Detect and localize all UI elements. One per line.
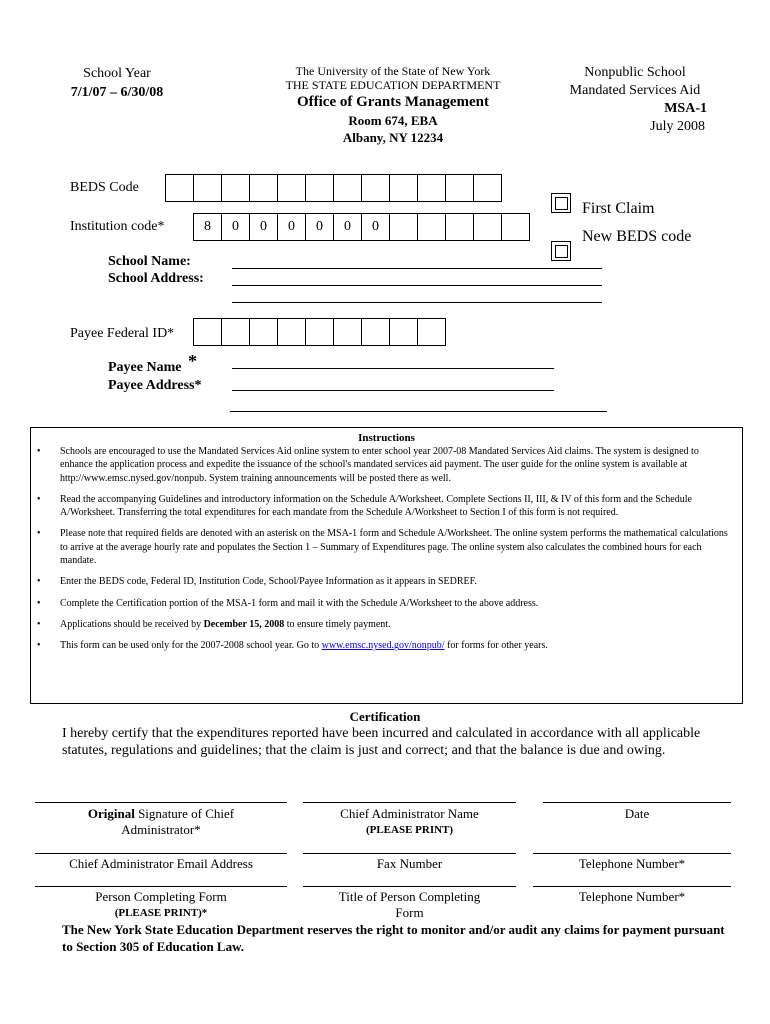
deadline-date: December 15, 2008 bbox=[203, 618, 285, 630]
original-line2: Administrator* bbox=[121, 822, 201, 837]
bullet: • bbox=[37, 640, 41, 652]
payee-federal-id-box[interactable] bbox=[361, 318, 390, 346]
please-print: (PLEASE PRINT) bbox=[365, 824, 454, 836]
office-name: Office of Grants Management bbox=[296, 94, 490, 110]
office-city: Albany, NY 12234 bbox=[342, 130, 444, 145]
telephone-label: Telephone Number* bbox=[578, 856, 686, 871]
instructions-title: Instructions bbox=[358, 432, 415, 444]
institution-code-box[interactable]: 8 bbox=[193, 213, 222, 241]
beds-code-box[interactable] bbox=[445, 174, 474, 202]
instruction-text: Enter the BEDS code, Federal ID, Institution Code, School/Payee Information as it appears in SEDREF. bbox=[60, 576, 477, 588]
institution-code-box[interactable]: 0 bbox=[361, 213, 390, 241]
beds-code-label: BEDS Code bbox=[70, 180, 139, 195]
instruction-text: Read the accompanying Guidelines and introductory information on the Schedule A/Worksheet. Complete Sections II, III, & IV of this form and the Schedule A/Worksheet. Transferring the total expenditures for each mandate from the Schedule A/Worksheet to Section I of this form is not required. bbox=[60, 493, 692, 519]
payee-federal-id-box[interactable] bbox=[305, 318, 334, 346]
first-claim-checkbox[interactable] bbox=[551, 193, 571, 213]
payee-name-line[interactable]: ______________________________________________ bbox=[232, 356, 554, 371]
form-id: MSA-1 bbox=[664, 101, 707, 116]
beds-code-box[interactable] bbox=[389, 174, 418, 202]
instruction-text: Applications should be received by bbox=[60, 618, 204, 630]
person-completing-label bbox=[35, 889, 287, 921]
date-line[interactable] bbox=[543, 802, 731, 803]
bullet: • bbox=[37, 528, 41, 540]
chief-name-line[interactable] bbox=[303, 802, 516, 803]
payee-federal-id-box[interactable] bbox=[277, 318, 306, 346]
payee-name-asterisk: * bbox=[187, 351, 197, 371]
list-item bbox=[31, 527, 742, 567]
title-person-line1: Title of Person Completing bbox=[338, 889, 481, 904]
payee-federal-id-boxes[interactable] bbox=[193, 318, 445, 346]
program-line2: Mandated Services Aid bbox=[569, 83, 701, 98]
bullet: • bbox=[37, 618, 41, 630]
new-beds-label: New BEDS code bbox=[582, 228, 692, 245]
payee-federal-id-label: Payee Federal ID* bbox=[70, 326, 175, 341]
title-person-line[interactable] bbox=[303, 886, 516, 887]
payee-federal-id-box[interactable] bbox=[193, 318, 222, 346]
original-signature-label bbox=[35, 806, 287, 838]
footer-notice: The New York State Education Department reserves the right to monitor and/or audit any claims for payment pursuant to Section 305 of Education Law. bbox=[62, 922, 725, 954]
payee-federal-id-box[interactable] bbox=[221, 318, 250, 346]
beds-code-boxes[interactable] bbox=[165, 174, 501, 202]
chief-name-text: Chief Administrator Name bbox=[340, 806, 479, 821]
school-year-block bbox=[62, 64, 172, 102]
university-name: The University of the State of New York bbox=[295, 64, 491, 78]
institution-code-box[interactable]: 0 bbox=[221, 213, 250, 241]
payee-federal-id-box[interactable] bbox=[333, 318, 362, 346]
payee-federal-id-box[interactable] bbox=[389, 318, 418, 346]
beds-code-box[interactable] bbox=[417, 174, 446, 202]
chief-name-label bbox=[303, 806, 516, 838]
instructions-list bbox=[31, 445, 742, 661]
school-year-label: School Year bbox=[83, 66, 151, 81]
person-completing-line[interactable] bbox=[35, 886, 287, 887]
new-beds-checkbox[interactable] bbox=[551, 241, 571, 261]
institution-code-box[interactable] bbox=[501, 213, 530, 241]
institution-code-box[interactable]: 0 bbox=[333, 213, 362, 241]
institution-code-box[interactable] bbox=[445, 213, 474, 241]
institution-code-box[interactable] bbox=[473, 213, 502, 241]
institution-code-box[interactable] bbox=[417, 213, 446, 241]
school-address-line1[interactable] bbox=[232, 285, 602, 286]
title-person-label bbox=[303, 889, 516, 921]
school-year-value: 7/1/07 – 6/30/08 bbox=[70, 85, 164, 100]
signature-line[interactable] bbox=[35, 802, 287, 803]
institution-code-box[interactable]: 0 bbox=[277, 213, 306, 241]
department-name: THE STATE EDUCATION DEPARTMENT bbox=[285, 78, 501, 92]
first-claim-label: First Claim bbox=[582, 200, 655, 217]
list-item bbox=[31, 445, 742, 485]
list-item bbox=[31, 493, 742, 520]
bullet: • bbox=[37, 576, 41, 588]
please-print-star: (PLEASE PRINT)* bbox=[114, 907, 208, 919]
payee-federal-id-box[interactable] bbox=[249, 318, 278, 346]
institution-code-label: Institution code* bbox=[70, 219, 165, 234]
instruction-text: Please note that required fields are denoted with an asterisk on the MSA-1 form and Schedule A/Worksheet. The online system performs the mathematical calculations to arrive at the average hourly rate and populates the Section 1 – Summary of Expenditures page. The online system also calculates the combined hours for each mandate. bbox=[60, 528, 728, 567]
beds-code-box[interactable] bbox=[221, 174, 250, 202]
fax-label: Fax Number bbox=[376, 856, 443, 871]
program-line1: Nonpublic School bbox=[584, 65, 686, 80]
fax-line[interactable] bbox=[303, 853, 516, 854]
instruction-text: Complete the Certification portion of the MSA-1 form and mail it with the Schedule A/Worksheet to the above address. bbox=[60, 597, 539, 609]
list-item bbox=[31, 575, 742, 588]
title-person-line2: Form bbox=[395, 905, 424, 920]
instruction-text: Schools are encouraged to use the Mandated Services Aid online system to enter school year 2007-08 Mandated Services Aid claims. The system is designed to enhance the application process and expedite the issuance of the school's mandated services aid payment. The user guide for the online system is available at http://www.emsc.nysed.gov/nonpub. System training announcements will be posted there as well. bbox=[60, 446, 699, 484]
institution-code-box[interactable]: 0 bbox=[305, 213, 334, 241]
school-address-label: School Address: bbox=[108, 271, 204, 286]
payee-address-label: Payee Address* bbox=[108, 378, 202, 393]
telephone2-label: Telephone Number* bbox=[578, 889, 686, 904]
instruction-text: to ensure timely payment. bbox=[284, 618, 391, 630]
beds-code-box[interactable] bbox=[193, 174, 222, 202]
institution-code-box[interactable] bbox=[389, 213, 418, 241]
certification-title: Certification bbox=[349, 709, 421, 724]
school-name-line[interactable] bbox=[232, 268, 602, 269]
institution-code-box[interactable]: 0 bbox=[249, 213, 278, 241]
school-address-line2[interactable] bbox=[232, 302, 602, 303]
original-bold: Original bbox=[87, 806, 135, 821]
payee-address-line2[interactable] bbox=[230, 411, 607, 412]
office-room: Room 674, EBA bbox=[348, 113, 438, 128]
instructions-box bbox=[30, 427, 743, 704]
beds-code-box[interactable] bbox=[277, 174, 306, 202]
beds-code-box[interactable] bbox=[249, 174, 278, 202]
bullet: • bbox=[37, 493, 41, 505]
payee-name-label bbox=[108, 351, 197, 376]
person-completing-text: Person Completing Form bbox=[95, 889, 227, 904]
payee-federal-id-box[interactable] bbox=[417, 318, 446, 346]
agency-block bbox=[262, 64, 524, 146]
list-item bbox=[31, 639, 742, 652]
school-name-label: School Name: bbox=[108, 254, 191, 269]
forms-link[interactable]: www.emsc.nysed.gov/nonpub/ bbox=[321, 640, 445, 652]
telephone-line[interactable] bbox=[533, 853, 731, 854]
beds-code-box[interactable] bbox=[305, 174, 334, 202]
instruction-text: for forms for other years. bbox=[444, 640, 548, 652]
telephone2-line[interactable] bbox=[533, 886, 731, 887]
program-block bbox=[545, 64, 725, 136]
list-item bbox=[31, 618, 742, 631]
list-item bbox=[31, 597, 742, 610]
beds-code-box[interactable] bbox=[333, 174, 362, 202]
date-label: Date bbox=[624, 806, 650, 821]
payee-name-text: Payee Name bbox=[108, 360, 182, 375]
bullet: • bbox=[37, 597, 41, 609]
certification-body: I hereby certify that the expenditures reported have been incurred and calculated in accordance with all applicable statutes, regulations and guidelines; that the claim is just and correct; and that the balance is due and owing. bbox=[62, 726, 701, 758]
institution-code-boxes[interactable] bbox=[193, 213, 529, 241]
payee-address-line1[interactable]: ______________________________________________ bbox=[232, 378, 554, 393]
form-date: July 2008 bbox=[650, 119, 705, 134]
beds-code-box[interactable] bbox=[165, 174, 194, 202]
email-label: Chief Administrator Email Address bbox=[69, 856, 253, 871]
original-rest: Signature of Chief bbox=[134, 806, 235, 821]
email-line[interactable] bbox=[35, 853, 287, 854]
beds-code-box[interactable] bbox=[473, 174, 502, 202]
instruction-text: This form can be used only for the 2007-2008 school year. Go to bbox=[60, 640, 322, 652]
bullet: • bbox=[37, 446, 41, 457]
beds-code-box[interactable] bbox=[361, 174, 390, 202]
